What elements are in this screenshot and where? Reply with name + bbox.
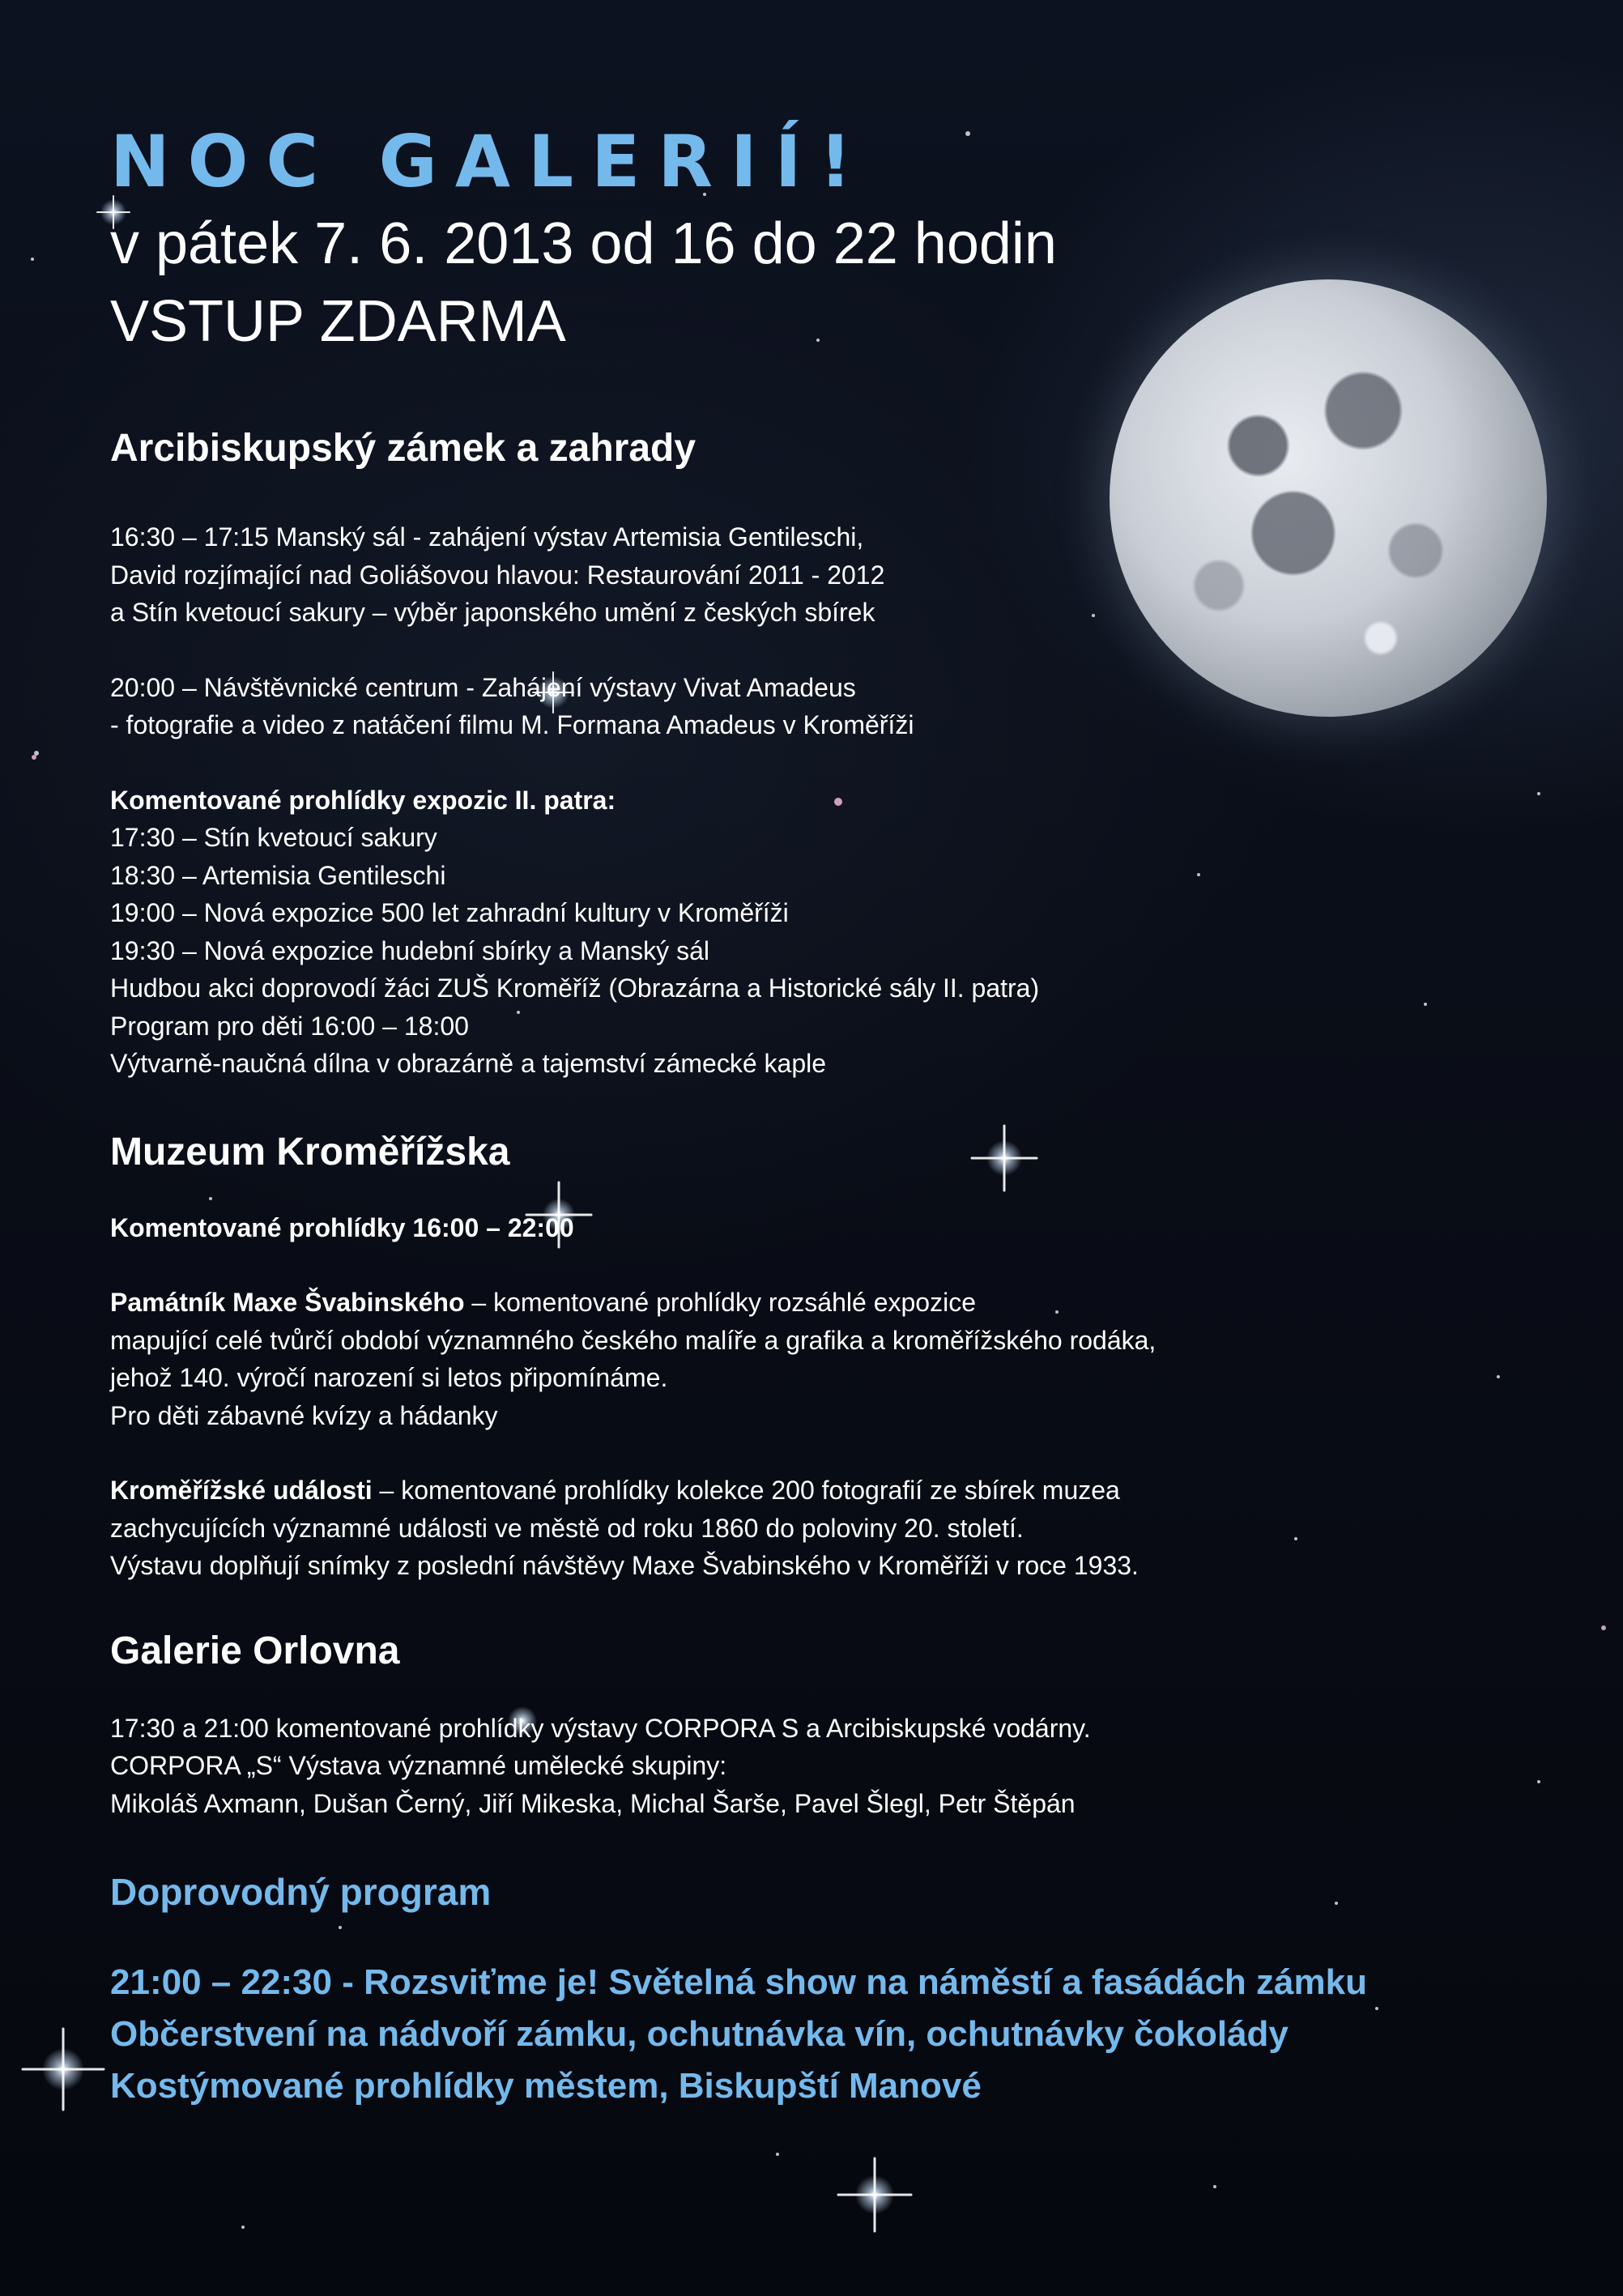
accompanying-line: Kostýmované prohlídky městem, Biskupští Manové (110, 2066, 982, 2106)
event-date: v pátek 7. 6. 2013 od 16 do 22 hodin (110, 211, 1057, 276)
orlovna-text-line: 17:30 a 21:00 komentované prohlídky výstavy CORPORA S a Arcibiskupské vodárny. (110, 1713, 1091, 1743)
accompanying-line: 21:00 – 22:30 - Rozsviťme je! Světelná show na náměstí a fasádách zámku (110, 1962, 1367, 2002)
castle-text-line: - fotografie a video z natáčení filmu M. Formana Amadeus v Kroměříži (110, 710, 914, 739)
accompanying-heading: Doprovodný program (110, 1871, 492, 1913)
castle-section (110, 424, 1487, 1083)
orlovna-heading: Galerie Orlovna (110, 1629, 400, 1672)
memorial-paragraph (110, 1284, 1487, 1322)
free-entry-label: VSTUP ZDARMA (110, 289, 566, 354)
orlovna-section (110, 1627, 1487, 1823)
museum-heading: Muzeum Kroměřížska (110, 1130, 510, 1174)
poster-title: NOC GALERIÍ! (110, 120, 870, 203)
orlovna-text-line: Mikoláš Axmann, Dušan Černý, Jiří Mikeska, Michal Šarše, Pavel Šlegl, Petr Štěpán (110, 1788, 1076, 1818)
castle-text-line: 20:00 – Návštěvnické centrum - Zahájení výstavy Vivat Amadeus (110, 672, 856, 702)
castle-tour-line: 19:00 – Nová expozice 500 let zahradní kultury v Kroměříži (110, 898, 789, 927)
events-name: Kroměřížské události (110, 1476, 373, 1505)
castle-tour-line: 19:30 – Nová expozice hudební sbírky a Manský sál (110, 935, 709, 965)
castle-text-line: 16:30 – 17:15 Manský sál - zahájení výstav Artemisia Gentileschi, (110, 522, 864, 552)
castle-heading: Arcibiskupský zámek a zahrady (110, 427, 696, 470)
events-text-line: zachycujících významné události ve městě od roku 1860 do poloviny 20. století. (110, 1513, 1024, 1543)
events-description: – komentované prohlídky kolekce 200 fotografií ze sbírek muzea (372, 1476, 1120, 1505)
castle-tour-line: Program pro děti 16:00 – 18:00 (110, 1011, 469, 1041)
castle-tour-line: Hudbou akci doprovodí žáci ZUŠ Kroměříž (Obrazárna a Historické sály II. patra) (110, 973, 1040, 1003)
memorial-text-line: Pro děti zábavné kvízy a hádanky (110, 1400, 498, 1430)
castle-tour-line: 18:30 – Artemisia Gentileschi (110, 860, 446, 890)
castle-tour-line: Výtvarně-naučná dílna v obrazárně a tajemství zámecké kaple (110, 1049, 827, 1078)
castle-text-line: David rozjímající nad Goliášovou hlavou: Restaurování 2011 - 2012 (110, 560, 885, 590)
castle-text-line: a Stín kvetoucí sakury – výběr japonského umění z českých sbírek (110, 598, 875, 627)
accompanying-section (110, 1868, 1487, 2112)
events-paragraph (110, 1472, 1487, 1510)
museum-tours-label: Komentované prohlídky 16:00 – 22:00 (110, 1212, 574, 1242)
museum-section (110, 1128, 1487, 1585)
memorial-name: Památník Maxe Švabinského (110, 1288, 465, 1317)
memorial-description: – komentované prohlídky rozsáhlé expozice (464, 1288, 976, 1317)
accompanying-line: Občerstvení na nádvoří zámku, ochutnávka vín, ochutnávky čokolády (110, 2014, 1289, 2054)
poster-content (110, 121, 1487, 2112)
orlovna-text-line: CORPORA „S“ Výstava významné umělecké skupiny: (110, 1751, 727, 1780)
events-text-line: Výstavu doplňují snímky z poslední návštěvy Maxe Švabinského v Kroměříži v roce 1933. (110, 1551, 1139, 1580)
castle-tour-line: 17:30 – Stín kvetoucí sakury (110, 823, 437, 852)
memorial-text-line: jehož 140. výročí narození si letos připomínáme. (110, 1363, 668, 1392)
castle-tours-heading: Komentované prohlídky expozic II. patra: (110, 785, 616, 815)
memorial-text-line: mapující celé tvůrčí období významného českého malíře a grafika a kroměřížského rodáka, (110, 1325, 1157, 1355)
